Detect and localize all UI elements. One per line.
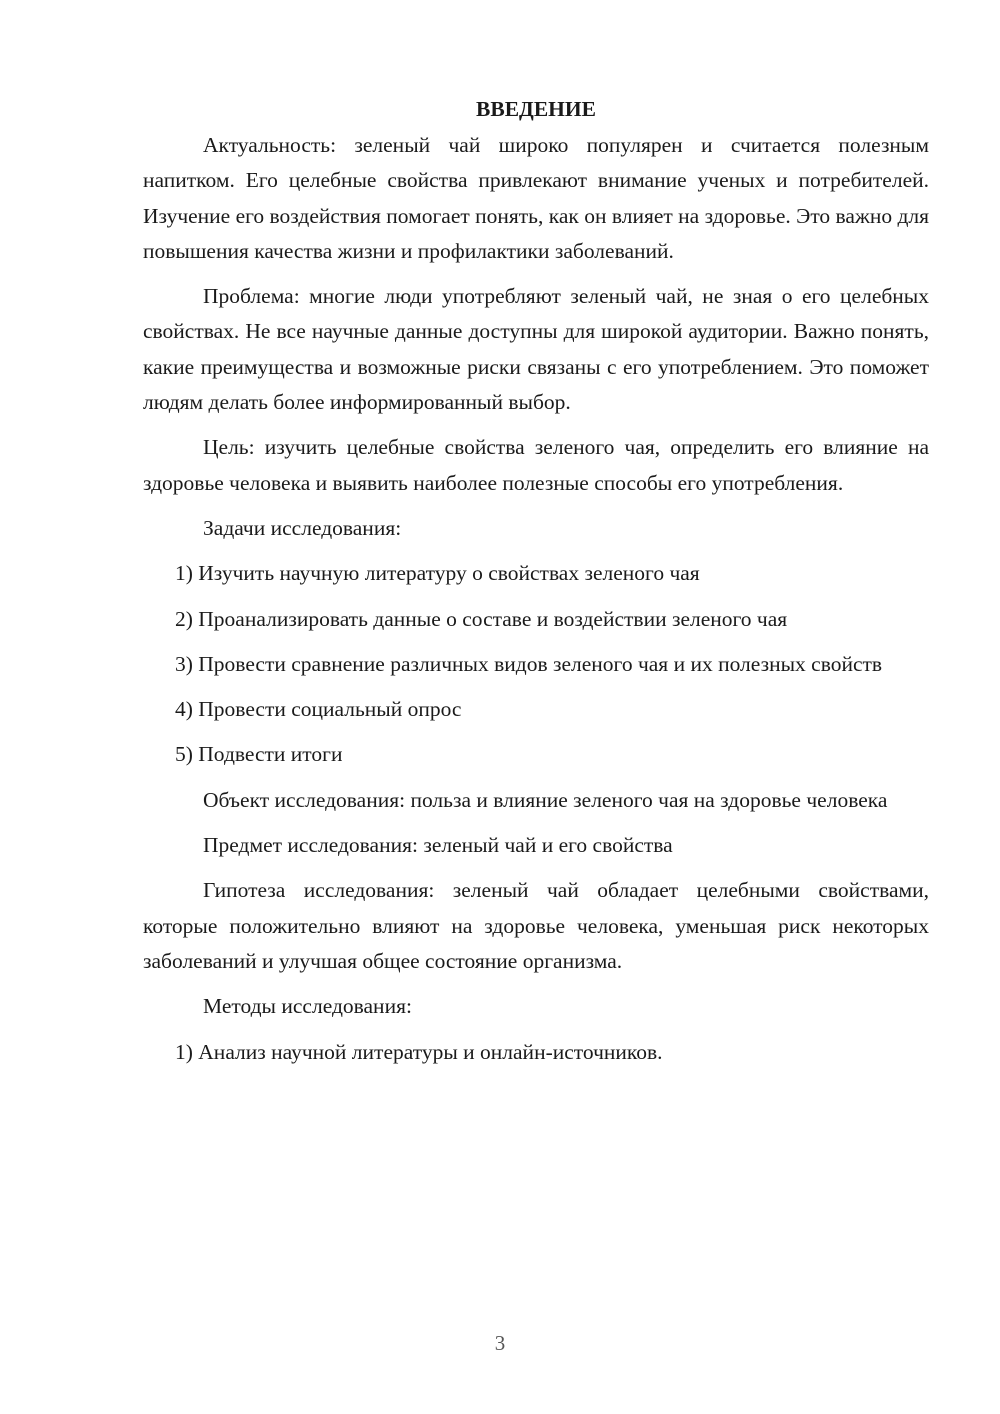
problem-paragraph: Проблема: многие люди употребляют зеленый чай, не зная о его целебных свойствах. Не все научные данные доступны для широкой аудитории. Важно понять, какие преимущества и возможные риски связаны с его употреблением. Это поможет людям делать более информированный выбор. (143, 284, 929, 415)
tasks-heading: Задачи исследования: (203, 515, 402, 540)
task-item: 1) Изучить научную литературу о свойствах зеленого чая (175, 561, 700, 586)
hypothesis-paragraph: Гипотеза исследования: зеленый чай обладает целебными свойствами, которые положительно влияют на здоровье человека, уменьшая риск некоторых заболеваний и улучшая общее состояние организма. (143, 878, 929, 973)
object-paragraph: Объект исследования: польза и влияние зеленого чая на здоровье человека (203, 787, 888, 812)
relevance-paragraph: Актуальность: зеленый чай широко популярен и считается полезным напитком. Его целебные свойства привлекают внимание ученых и потребителей. Изучение его воздействия помогает понять, как он влияет на здоровье. Это важно для повышения качества жизни и профилактики заболеваний. (143, 133, 930, 263)
task-item: 4) Провести социальный опрос (175, 697, 462, 722)
page-content (143, 92, 929, 1080)
page-title: ВВЕДЕНИЕ (476, 97, 596, 121)
task-item: 3) Провести сравнение различных видов зеленого чая и их полезных свойств (175, 651, 883, 676)
subject-paragraph: Предмет исследования: зеленый чай и его свойства (203, 833, 673, 858)
task-item: 5) Подвести итоги (175, 742, 343, 767)
page-number: 3 (494, 1331, 506, 1355)
methods-heading: Методы исследования: (203, 994, 412, 1019)
goal-paragraph: Цель: изучить целебные свойства зеленого чая, определить его влияние на здоровье человека и выявить наиболее полезные способы его употребления. (143, 435, 929, 495)
method-item: 1) Анализ научной литературы и онлайн-источников. (175, 1039, 663, 1064)
task-item: 2) Проанализировать данные о составе и воздействии зеленого чая (175, 606, 788, 631)
